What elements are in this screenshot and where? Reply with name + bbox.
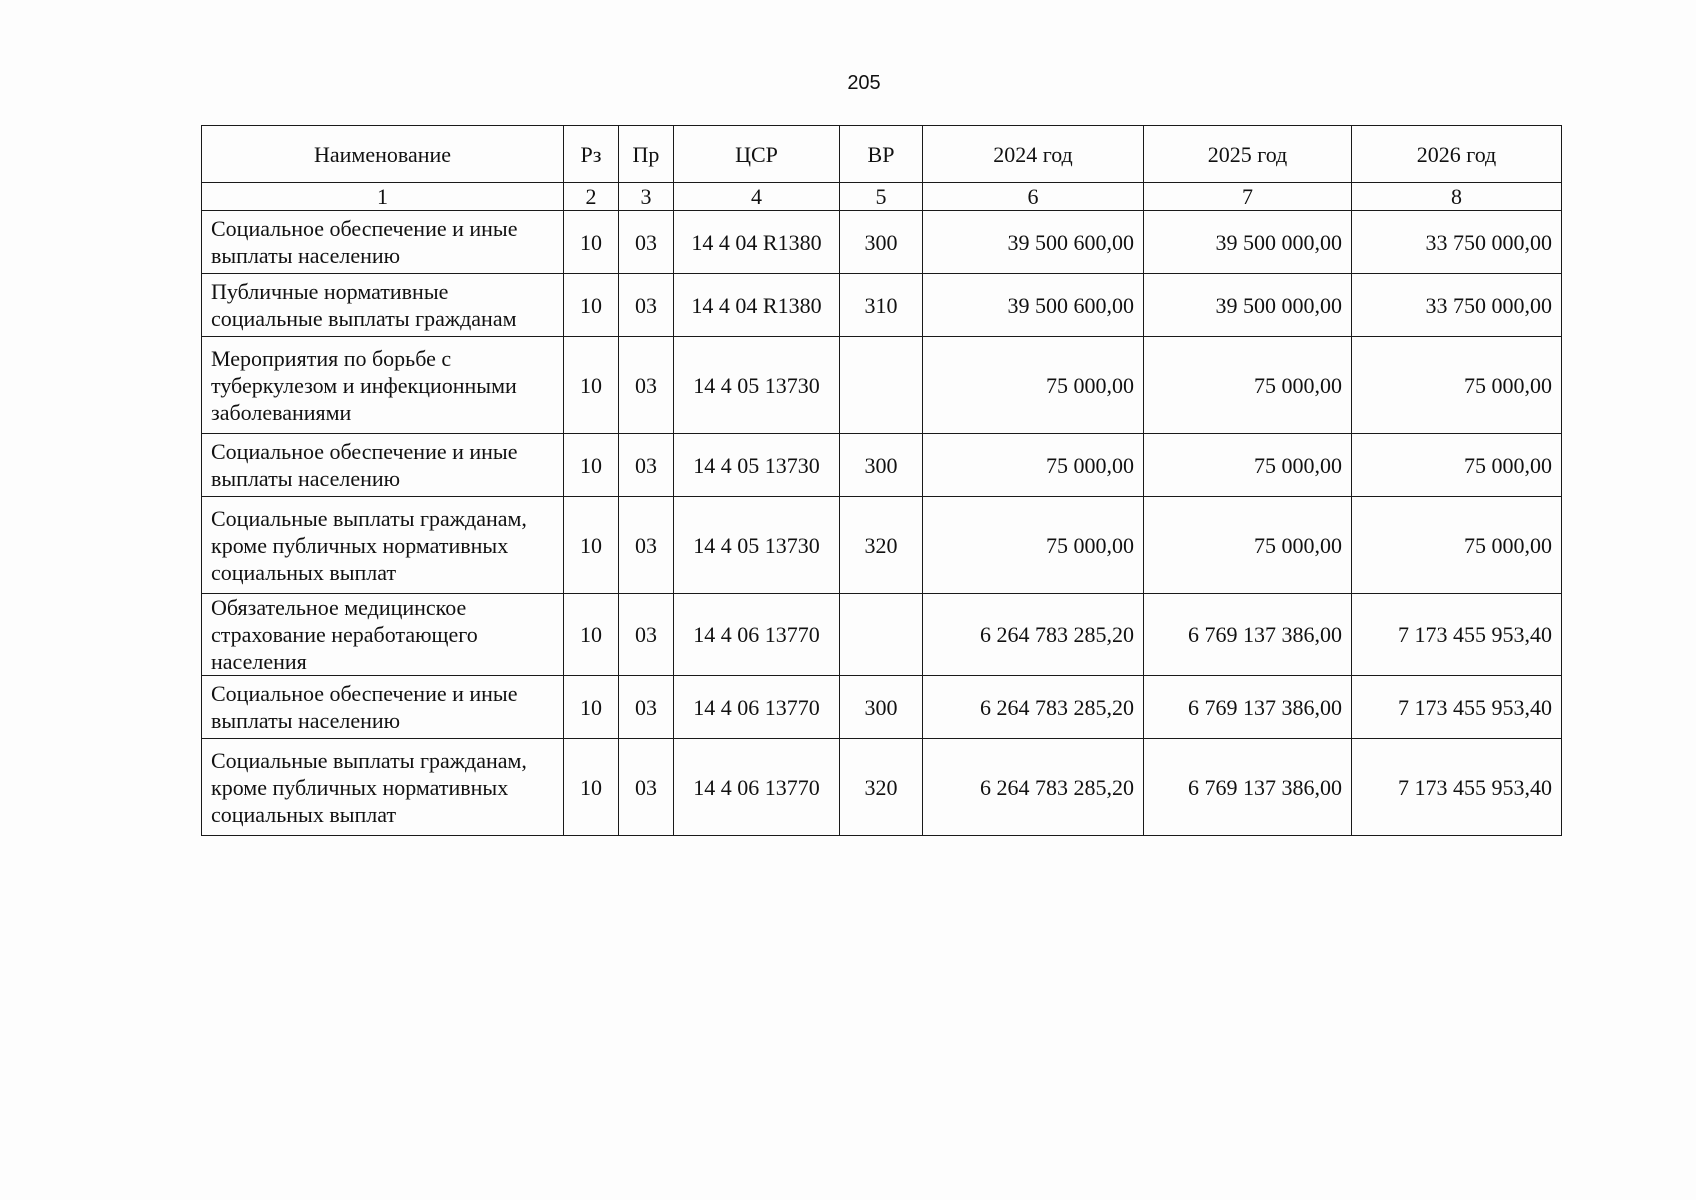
row-pr: 03	[619, 274, 674, 337]
table-row	[202, 594, 1562, 676]
row-2025: 39 500 000,00	[1144, 274, 1352, 337]
row-2024: 75 000,00	[923, 337, 1144, 434]
row-vr: 300	[840, 211, 923, 274]
column-number: 8	[1352, 183, 1562, 211]
row-pr: 03	[619, 676, 674, 739]
row-2025: 6 769 137 386,00	[1144, 594, 1352, 676]
row-2024: 39 500 600,00	[923, 211, 1144, 274]
row-2026: 75 000,00	[1352, 434, 1562, 497]
column-number: 6	[923, 183, 1144, 211]
column-number-row	[202, 183, 1562, 211]
row-csr: 14 4 05 13730	[674, 497, 840, 594]
column-number: 1	[202, 183, 564, 211]
row-2024: 75 000,00	[923, 497, 1144, 594]
row-2026: 33 750 000,00	[1352, 211, 1562, 274]
row-name: Социальные выплаты гражданам, кроме публичных нормативных социальных выплат	[202, 497, 564, 594]
row-pr: 03	[619, 434, 674, 497]
column-number: 5	[840, 183, 923, 211]
row-rz: 10	[564, 434, 619, 497]
row-2026: 75 000,00	[1352, 337, 1562, 434]
row-2025: 75 000,00	[1144, 337, 1352, 434]
row-2025: 6 769 137 386,00	[1144, 739, 1352, 836]
table-row	[202, 337, 1562, 434]
header-name: Наименование	[202, 126, 564, 183]
table-row	[202, 739, 1562, 836]
row-2024: 75 000,00	[923, 434, 1144, 497]
row-name: Социальное обеспечение и иные выплаты населению	[202, 676, 564, 739]
row-name: Социальные выплаты гражданам, кроме публичных нормативных социальных выплат	[202, 739, 564, 836]
column-number: 2	[564, 183, 619, 211]
row-name: Публичные нормативные социальные выплаты гражданам	[202, 274, 564, 337]
row-2025: 39 500 000,00	[1144, 211, 1352, 274]
header-csr: ЦСР	[674, 126, 840, 183]
header-2025: 2025 год	[1144, 126, 1352, 183]
table-row	[202, 497, 1562, 594]
table-row	[202, 211, 1562, 274]
row-vr	[840, 337, 923, 434]
row-vr: 300	[840, 676, 923, 739]
row-rz: 10	[564, 211, 619, 274]
row-rz: 10	[564, 337, 619, 434]
row-name: Обязательное медицинское страхование неработающего населения	[202, 594, 564, 676]
row-csr: 14 4 05 13730	[674, 434, 840, 497]
row-2025: 6 769 137 386,00	[1144, 676, 1352, 739]
row-rz: 10	[564, 497, 619, 594]
row-vr: 300	[840, 434, 923, 497]
column-number: 4	[674, 183, 840, 211]
budget-table	[201, 125, 1562, 836]
row-pr: 03	[619, 594, 674, 676]
row-rz: 10	[564, 274, 619, 337]
row-pr: 03	[619, 211, 674, 274]
header-row	[202, 126, 1562, 183]
row-csr: 14 4 04 R1380	[674, 211, 840, 274]
row-2025: 75 000,00	[1144, 497, 1352, 594]
header-vr: ВР	[840, 126, 923, 183]
row-2024: 39 500 600,00	[923, 274, 1144, 337]
row-pr: 03	[619, 739, 674, 836]
header-rz: Рз	[564, 126, 619, 183]
row-pr: 03	[619, 497, 674, 594]
header-2026: 2026 год	[1352, 126, 1562, 183]
row-csr: 14 4 06 13770	[674, 676, 840, 739]
row-vr: 310	[840, 274, 923, 337]
row-name: Социальное обеспечение и иные выплаты населению	[202, 211, 564, 274]
table-row	[202, 274, 1562, 337]
row-vr: 320	[840, 739, 923, 836]
row-vr	[840, 594, 923, 676]
row-2026: 75 000,00	[1352, 497, 1562, 594]
header-pr: Пр	[619, 126, 674, 183]
table-row	[202, 434, 1562, 497]
row-2026: 33 750 000,00	[1352, 274, 1562, 337]
row-2024: 6 264 783 285,20	[923, 594, 1144, 676]
row-2025: 75 000,00	[1144, 434, 1352, 497]
column-number: 3	[619, 183, 674, 211]
page-number: 205	[847, 72, 881, 94]
row-name: Социальное обеспечение и иные выплаты населению	[202, 434, 564, 497]
row-csr: 14 4 06 13770	[674, 739, 840, 836]
row-csr: 14 4 04 R1380	[674, 274, 840, 337]
row-rz: 10	[564, 676, 619, 739]
header-2024: 2024 год	[923, 126, 1144, 183]
row-2024: 6 264 783 285,20	[923, 739, 1144, 836]
column-number: 7	[1144, 183, 1352, 211]
row-rz: 10	[564, 594, 619, 676]
row-2026: 7 173 455 953,40	[1352, 676, 1562, 739]
row-csr: 14 4 06 13770	[674, 594, 840, 676]
row-2024: 6 264 783 285,20	[923, 676, 1144, 739]
row-csr: 14 4 05 13730	[674, 337, 840, 434]
row-2026: 7 173 455 953,40	[1352, 594, 1562, 676]
row-vr: 320	[840, 497, 923, 594]
row-name: Мероприятия по борьбе с туберкулезом и инфекционными заболеваниями	[202, 337, 564, 434]
table-row	[202, 676, 1562, 739]
row-pr: 03	[619, 337, 674, 434]
row-rz: 10	[564, 739, 619, 836]
row-2026: 7 173 455 953,40	[1352, 739, 1562, 836]
